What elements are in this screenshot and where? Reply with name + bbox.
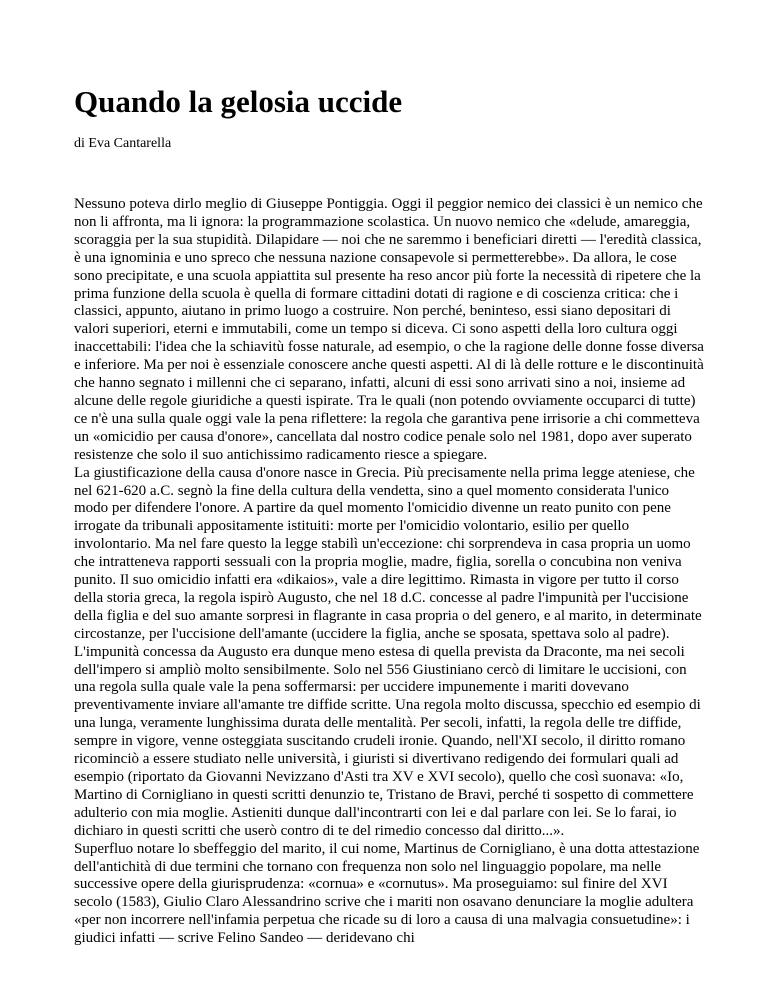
article-body (74, 196, 706, 948)
article-byline: di Eva Cantarella (74, 136, 172, 151)
article-paragraph: La giustificazione della causa d'onore nasce in Grecia. Più precisamente nella prima legge ateniese, che nel 621-620 a.C. segnò la fine della cultura della vendetta, sino a quel momento considerata l'unico modo per difendere l'onore. A partire da quel momento l'omicidio divenne un reato punito con pene irrogate da tribunali appositamente istituiti: morte per l'omicidio volontario, esilio per quello involontario. Ma nel fare questo la legge stabilì un'eccezione: chi sorprendeva in casa propria un uomo che intratteneva rapporti sessuali con la propria moglie, madre, figlia, sorella o concubina non veniva punito. Il suo omicidio infatti era «dikaios», vale a dire legittimo. Rimasta in vigore per tutto il corso della storia greca, la regola ispirò Augusto, che nel 18 d.C. concesse al padre l'impunità per l'uccisione della figlia e del suo amante sorpresi in flagrante in casa propria o del genero, e al marito, in determinate circostanze, per l'uccisione dell'amante (uccidere la figlia, anche se sposata, spettava solo al padre). L'impunità concessa da Augusto era dunque meno estesa di quella prevista da Draconte, ma nei secoli dell'impero si ampliò molto sensibilmente. Solo nel 556 Giustiniano cercò di limitare le uccisioni, con una regola sulla quale vale la pena soffermarsi: per uccidere impunemente i mariti dovevano preventivamente inviare all'amante tre diffide scritte. Una regola molto discussa, specchio ed esempio di una lunga, veramente lunghissima durata delle mentalità. Per secoli, infatti, la regola delle tre diffide, sempre in vigore, venne osteggiata suscitando crudeli ironie. Quando, nell'XI secolo, il diritto romano ricominciò a essere studiato nelle università, i giuristi si divertivano redigendo dei formulari quali ad esempio (riportato da Giovanni Nevizzano d'Asti tra XV e XVI secolo), quello che così suonava: «Io, Martino di Cornigliano in questi scritti denunzio te, Tristano de Bravi, perché ti sospetto di commettere adulterio con mia moglie. Astieniti dunque dall'incontrarti con lei e dal parlare con lei. Se lo farai, io dichiaro in questi scritti che userò contro di te del rimedio concesso dal diritto...». (74, 464, 702, 839)
article-paragraph: Nessuno poteva dirlo meglio di Giuseppe Pontiggia. Oggi il peggior nemico dei classici è un nemico che non li affronta, ma li ignora: la programmazione scolastica. Un nuovo nemico che «delude, amareggia, scoraggia per la sua stupidità. Dilapidare — noi che ne saremmo i beneficiari diretti — l'eredità classica, è una ignominia e uno spreco che nessuna nazione consapevole si permetterebbe». Da allora, le cose sono precipitate, e una scuola appiattita sul presente ha reso ancor più forte la necessità di ripetere che la prima funzione della scuola è quella di formare cittadini dotati di ragione e di coscienza critica: che i classici, appunto, aiutano in primo luogo a costruire. Non perché, beninteso, essi siano depositari di valori superiori, eterni e immutabili, come un tempo si diceva. Ci sono aspetti della loro cultura oggi inaccettabili: l'idea che la schiavitù fosse naturale, ad esempio, o che la ragione delle donne fosse diversa e inferiore. Ma per noi è essenziale conoscere anche questi aspetti. Al di là delle rotture e le discontinuità che hanno segnato i millenni che ci separano, infatti, alcuni di essi sono arrivati sino a noi, insieme ad alcune delle regole giuridiche a questi ispirate. Tra le quali (non potendo ovviamente occuparci di tutte) ce n'è una sulla quale oggi vale la pena riflettere: la regola che garantiva pene irrisorie a chi commetteva un «omicidio per causa d'onore», cancellata dal nostro codice penale solo nel 1981, dopo aver superato resistenze che solo il suo antichissimo radicamento riesce a spiegare. (74, 196, 704, 463)
article-title: Quando la gelosia uccide (74, 84, 403, 119)
article-paragraph: Superfluo notare lo sbeffeggio del marito, il cui nome, Martinus de Cornigliano, è una dotta attestazione dell'antichità di due termini che tornano con frequenza non solo nel linguaggio popolare, ma nelle successive opere della giurisprudenza: «cornua» e «cornutus». Ma proseguiamo: sul finire del XVI secolo (1583), Giulio Claro Alessandrino scrive che i mariti non osavano denunciare la moglie adultera «per non incorrere nell'infamia perpetua che ricade su di loro a causa di una malvagia consuetudine»: i giudici infatti — scrive Felino Sandeo — deridevano chi (74, 840, 700, 947)
